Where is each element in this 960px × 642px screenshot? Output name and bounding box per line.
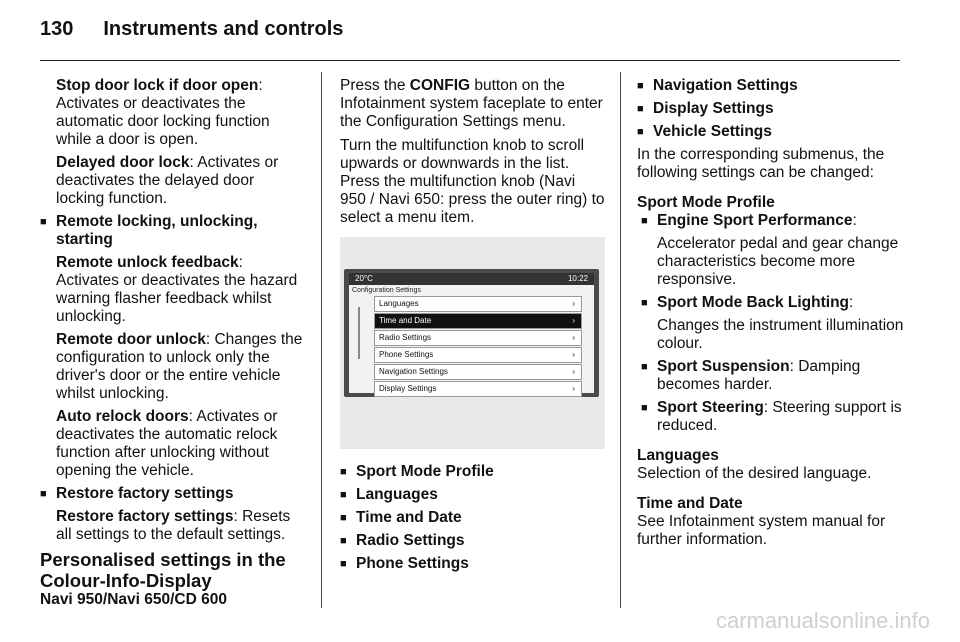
bullet-square-icon: ■ [641,215,648,227]
bullet-item: ■ Vehicle Settings [637,123,772,140]
paragraph: See Infotainment system manual for further information. [637,513,886,548]
screen-menu-list [374,296,582,398]
bullet-item: ■ Restore factory settings [40,485,234,502]
screen-menu-item: Languages › [374,296,582,312]
column-3 [637,77,917,555]
page-header [40,18,343,41]
watermark: carmanualsonline.info [715,608,930,633]
bullet-square-icon: ■ [641,297,648,309]
bullet-item: ■ Time and Date [340,509,462,526]
setting-desc: Remote unlock feedback: Activates or deactivates the hazard warning flasher feedback whilst unlocking. [56,254,298,325]
screen-time: 10:22 [567,274,588,283]
bullet-item: ■ Remote locking, unlocking, starting [40,213,258,248]
bullet-item: ■ Languages [340,486,438,503]
chevron-right-icon: › [572,299,575,308]
bullet-item: ■ Display Settings [637,100,774,117]
bullet-item: ■ Sport Suspension: Damping becomes harder. [641,358,861,393]
bullet-item: ■ Navigation Settings [637,77,798,94]
screen-menu-item: Time and Date › [374,313,582,329]
section-heading: Sport Mode Profile [637,194,775,211]
header-rule [40,60,900,61]
bullet-square-icon: ■ [641,402,648,414]
setting-desc: Remote door unlock: Changes the configuration to unlock only the driver's door or the entire vehicle whilst unlocking. [56,331,303,402]
paragraph: Turn the multifunction knob to scroll upwards or downwards in the list. Press the multifunction knob (Navi 950 / Navi 650: press the outer ring) to select a menu item. [340,137,605,226]
bullet-item: ■ Radio Settings [340,532,465,549]
bullet-square-icon: ■ [637,126,644,138]
section-heading: Languages [637,447,719,464]
display-bezel [344,269,599,397]
screen-menu-item: Phone Settings › [374,347,582,363]
bullet-square-icon: ■ [40,488,47,500]
bullet-square-icon: ■ [340,535,347,547]
setting-desc: Auto relock doors: Activates or deactivates the automatic relock function after unlocking without opening the vehicle. [56,408,278,479]
page-title: Instruments and controls [103,18,344,40]
screen-image [340,237,605,449]
bullet-square-icon: ■ [637,103,644,115]
setting-desc: Restore factory settings: Resets all settings to the default settings. [56,508,291,543]
paragraph: Selection of the desired language. [637,465,872,482]
screen-menu-item: Navigation Settings › [374,364,582,380]
screen-scrollbar [358,307,360,359]
bullet-item: ■ Phone Settings [340,555,469,572]
section-heading: Personalised settings in the Colour-Info-Display [40,549,286,591]
screen-temp: 20°C [355,274,373,283]
screen-title: Configuration Settings [352,287,421,294]
setting-desc: Stop door lock if door open: Activates or deactivates the automatic door locking function while a door is open. [56,77,270,148]
section-subheading: Navi 950/Navi 650/CD 600 [40,591,227,608]
bullet-square-icon: ■ [340,466,347,478]
chevron-right-icon: › [572,316,575,325]
bullet-square-icon: ■ [340,558,347,570]
bullet-item: ■ Sport Mode Back Lighting: [641,294,854,311]
column-divider [620,72,621,608]
paragraph: In the corresponding submenus, the following settings can be changed: [637,146,885,181]
page-number: 130 [40,18,74,40]
bullet-item: ■ Engine Sport Performance: [641,212,857,229]
bullet-item: ■ Sport Steering: Steering support is reduced. [641,399,902,434]
screen-menu-item: Display Settings › [374,381,582,397]
bullet-square-icon: ■ [641,361,648,373]
screen-menu-item: Radio Settings › [374,330,582,346]
bullet-square-icon: ■ [340,512,347,524]
bullet-square-icon: ■ [637,80,644,92]
chevron-right-icon: › [572,367,575,376]
setting-desc: Delayed door lock: Activates or deactivates the delayed door locking function. [56,154,279,207]
column-divider [321,72,322,608]
bullet-desc: Changes the instrument illumination colour. [657,317,904,352]
chevron-right-icon: › [572,333,575,342]
chevron-right-icon: › [572,350,575,359]
bullet-square-icon: ■ [40,216,47,228]
bullet-desc: Accelerator pedal and gear change characteristics become more responsive. [657,235,899,288]
bullet-item: ■ Sport Mode Profile [340,463,494,480]
section-heading: Time and Date [637,495,743,512]
column-2 [340,77,605,578]
column-1 [40,77,305,609]
chevron-right-icon: › [572,384,575,393]
paragraph: Press the CONFIG button on the Infotainment system faceplate to enter the Configuration Settings menu. [340,77,603,130]
bullet-square-icon: ■ [340,489,347,501]
